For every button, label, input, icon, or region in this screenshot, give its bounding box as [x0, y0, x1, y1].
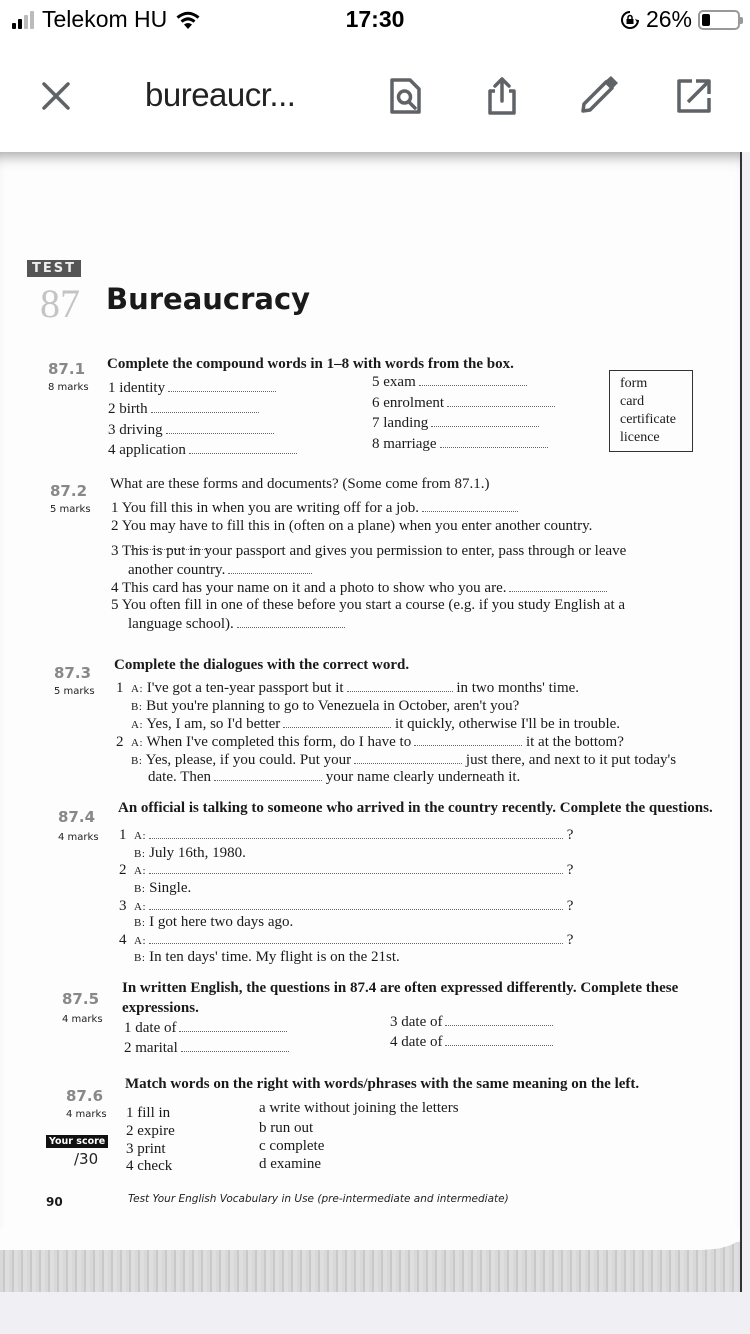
- answer-blank[interactable]: [151, 402, 259, 413]
- answer-blank[interactable]: [509, 581, 607, 592]
- page-title: Bureaucracy: [106, 282, 311, 316]
- dialogue-line: A: Yes, I am, so I'd better it quickly, otherwise I'll be in trouble.: [131, 716, 621, 732]
- section-number: 87.5: [62, 990, 100, 1008]
- dialogue-line: date. Then your name clearly underneath it.: [148, 769, 521, 785]
- exercise-item: 3 driving: [108, 422, 274, 439]
- section-number: 87.1: [48, 360, 86, 378]
- orientation-lock-icon: [620, 10, 640, 30]
- answer-blank[interactable]: [347, 681, 453, 692]
- share-icon[interactable]: [482, 76, 522, 116]
- answer-blank[interactable]: [149, 933, 563, 944]
- dialogue-line: B: But you're planning to go to Venezuela in October, aren't you?: [131, 698, 520, 714]
- score-total: /30: [74, 1150, 99, 1168]
- answer-blank[interactable]: [166, 423, 274, 434]
- section-instruction: In written English, the questions in 87.4 are often expressed differently. Complete these: [122, 980, 679, 996]
- dialogue-line: B: Single.: [134, 880, 192, 896]
- dialogue-line: B: I got here two days ago.: [134, 914, 294, 930]
- answer-blank[interactable]: [237, 617, 345, 628]
- exercise-item: 5 exam: [372, 374, 527, 391]
- section-instruction: Match words on the right with words/phrases with the same meaning on the left.: [125, 1076, 640, 1092]
- exercise-item: 1 identity: [108, 380, 276, 397]
- clock: 17:30: [345, 6, 405, 32]
- exercise-item: 4 application: [108, 442, 297, 459]
- test-number: 87: [40, 281, 80, 326]
- exercise-item: 1 date of: [124, 1020, 287, 1037]
- answer-blank[interactable]: [283, 717, 391, 728]
- section-marks: 4 marks: [66, 1109, 107, 1120]
- answer-blank[interactable]: [179, 1021, 287, 1032]
- battery-percent: 26%: [645, 6, 692, 32]
- section-instruction: Complete the compound words in 1–8 with words from the box.: [107, 356, 514, 372]
- dialogue-line: 1 A: ?: [119, 827, 574, 843]
- answer-blank[interactable]: [149, 863, 563, 874]
- exercise-item: language school).: [128, 616, 345, 633]
- answer-blank[interactable]: [189, 443, 297, 454]
- answer-blank[interactable]: [214, 770, 322, 781]
- section-instruction: Complete the dialogues with the correct word.: [114, 657, 410, 673]
- carrier-name: Telekom HU: [42, 6, 168, 32]
- answer-blank[interactable]: [422, 501, 518, 512]
- exercise-item: 6 enrolment: [372, 395, 555, 412]
- document-title: bureaucr...: [145, 76, 296, 113]
- section-instruction-cont: expressions.: [122, 1000, 199, 1016]
- section-marks: 5 marks: [50, 504, 91, 515]
- answer-blank[interactable]: [431, 416, 539, 427]
- score-badge: Your score: [46, 1135, 108, 1148]
- match-item-right: d examine: [259, 1156, 322, 1172]
- exercise-item: 2 birth: [108, 401, 259, 418]
- dialogue-line: 1 A: I've got a ten-year passport but it in two months' time.: [116, 680, 580, 696]
- dialogue-line: B: Yes, please, if you could. Put your just there, and next to it put today's: [131, 752, 677, 768]
- word-box: form card certificate licence: [609, 370, 693, 452]
- answer-blank[interactable]: [354, 753, 462, 764]
- dialogue-line: 2 A: When I've completed this form, do I have to it at the bottom?: [116, 734, 624, 750]
- dialogue-line: 2 A: ?: [119, 862, 574, 878]
- battery-icon: [698, 10, 740, 30]
- document-toolbar: [0, 42, 750, 152]
- dialogue-line: B: July 16th, 1980.: [134, 845, 246, 861]
- exercise-item: 2 You may have to fill this in (often on a plane) when you enter another country.: [111, 518, 593, 534]
- section-marks: 4 marks: [58, 832, 99, 843]
- answer-blank[interactable]: [149, 828, 563, 839]
- section-number: 87.3: [54, 664, 92, 682]
- document-page: [0, 152, 742, 1292]
- exercise-item: 5 You often fill in one of these before you start a course (e.g. if you study English at a: [111, 597, 626, 613]
- document-search-icon[interactable]: [386, 76, 426, 116]
- page-edge-shadow: [0, 1242, 740, 1292]
- match-item-right: b run out: [259, 1120, 314, 1136]
- edit-pencil-icon[interactable]: [578, 76, 618, 116]
- document-viewer[interactable]: [0, 152, 750, 1334]
- section-marks: 4 marks: [62, 1014, 103, 1025]
- section-number: 87.2: [50, 482, 88, 500]
- section-instruction: What are these forms and documents? (Some come from 87.1.): [110, 476, 490, 492]
- book-title: Test Your English Vocabulary in Use (pre-intermediate and intermediate): [128, 1193, 509, 1205]
- section-number: 87.4: [58, 808, 96, 826]
- section-number: 87.6: [66, 1087, 104, 1105]
- status-bar: [0, 0, 750, 42]
- close-icon[interactable]: [38, 78, 74, 114]
- answer-blank[interactable]: [149, 899, 563, 910]
- answer-blank[interactable]: [228, 563, 312, 574]
- answer-blank[interactable]: [181, 1041, 289, 1052]
- answer-blank[interactable]: [445, 1035, 553, 1046]
- match-item-left: 2 expire: [126, 1123, 175, 1139]
- exercise-item: 2 marital: [124, 1040, 289, 1057]
- section-marks: 8 marks: [48, 382, 89, 393]
- answer-blank[interactable]: [414, 735, 522, 746]
- dialogue-line: B: In ten days' time. My flight is on the 21st.: [134, 949, 400, 965]
- match-item-left: 1 fill in: [126, 1105, 171, 1121]
- page-number: 90: [46, 1195, 63, 1209]
- test-badge: TEST: [27, 260, 81, 277]
- match-item-right: c complete: [259, 1138, 325, 1154]
- answer-blank[interactable]: [447, 396, 555, 407]
- match-item-left: 4 check: [126, 1158, 173, 1174]
- exercise-item: 3 This is put in your passport and gives you permission to enter, pass through or leave: [111, 543, 627, 559]
- answer-blank[interactable]: [445, 1015, 553, 1026]
- dialogue-line: 4 A: ?: [119, 932, 574, 948]
- exercise-item: 4 This card has your name on it and a photo to show who you are.: [111, 580, 607, 597]
- section-marks: 5 marks: [54, 686, 95, 697]
- exercise-item: 4 date of: [390, 1034, 553, 1051]
- exercise-item: 3 date of: [390, 1014, 553, 1031]
- exercise-item: another country.: [128, 562, 312, 579]
- open-external-icon[interactable]: [674, 76, 714, 116]
- answer-blank[interactable]: [419, 375, 527, 386]
- exercise-item: 7 landing: [372, 415, 539, 432]
- match-item-right: a write without joining the letters: [259, 1100, 459, 1116]
- answer-blank[interactable]: [440, 437, 548, 448]
- answer-blank[interactable]: [168, 381, 276, 392]
- section-instruction: An official is talking to someone who arrived in the country recently. Complete the questions.: [118, 800, 713, 816]
- exercise-item: 8 marriage: [372, 436, 548, 453]
- exercise-item: 1 You fill this in when you are writing off for a job.: [111, 500, 518, 517]
- dialogue-line: 3 A: ?: [119, 898, 574, 914]
- match-item-left: 3 print: [126, 1141, 166, 1157]
